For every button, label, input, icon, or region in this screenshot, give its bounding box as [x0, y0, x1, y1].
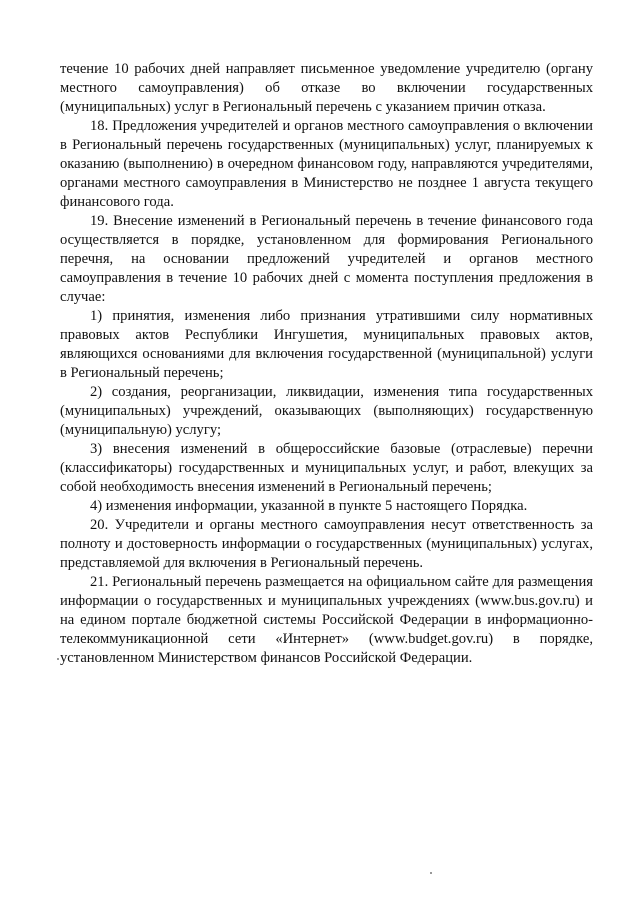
paragraph-continuation: течение 10 рабочих дней направляет письменное уведомление учредителю (органу местного самоуправления) об отказе во включении государственных (муниципальных) услуг в Региональный перечень с указанием причин отказа. — [60, 61, 593, 115]
scan-speck — [430, 872, 432, 874]
document-page — [60, 60, 593, 668]
paragraph-20: 20. Учредители и органы местного самоуправления несут ответственность за полноту и достоверность информации о государственных (муниципальных) услугах, представляемой для включения в Региональный перечень. — [60, 517, 593, 571]
paragraph-19-item-4: 4) изменения информации, указанной в пункте 5 настоящего Порядка. — [90, 498, 528, 514]
scan-speck — [57, 658, 59, 660]
paragraph-19: 19. Внесение изменений в Региональный перечень в течение финансового года осуществляется в порядке, установленном для формирования Регионального перечня, на основании предложений учредителей и органов местного самоуправления в течение 10 рабочих дней с момента поступления предложения в случае: — [60, 213, 593, 305]
paragraph-19-item-3: 3) внесения изменений в общероссийские базовые (отраслевые) перечни (классификаторы) государственных и муниципальных услуг, и работ, влекущих за собой необходимость внесения изменений в Региональный перечень; — [60, 441, 593, 495]
paragraph-18: 18. Предложения учредителей и органов местного самоуправления о включении в Региональный перечень государственных (муниципальных) услуг, планируемых к оказанию (выполнению) в очередном финансовом году, направляются учредителями, органами местного самоуправления в Министерство не позднее 1 августа текущего финансового года. — [60, 118, 593, 210]
paragraph-21: 21. Региональный перечень размещается на официальном сайте для размещения информации о государственных и муниципальных учреждениях (www.bus.gov.ru) и на едином портале бюджетной системы Российской Федерации в информационно-телекоммуникационной сети «Интернет» (www.budget.gov.ru) в порядке, установленном Министерством финансов Российской Федерации. — [60, 574, 593, 666]
paragraph-19-item-2: 2) создания, реорганизации, ликвидации, изменения типа государственных (муниципальных) учреждений, оказывающих (выполняющих) государственную (муниципальную) услугу; — [60, 384, 593, 438]
paragraph-19-item-1: 1) принятия, изменения либо признания утратившими силу нормативных правовых актов Республики Ингушетия, муниципальных правовых актов, являющихся основаниями для включения государственной (муниципальной) услуги в Региональный перечень; — [60, 308, 593, 381]
